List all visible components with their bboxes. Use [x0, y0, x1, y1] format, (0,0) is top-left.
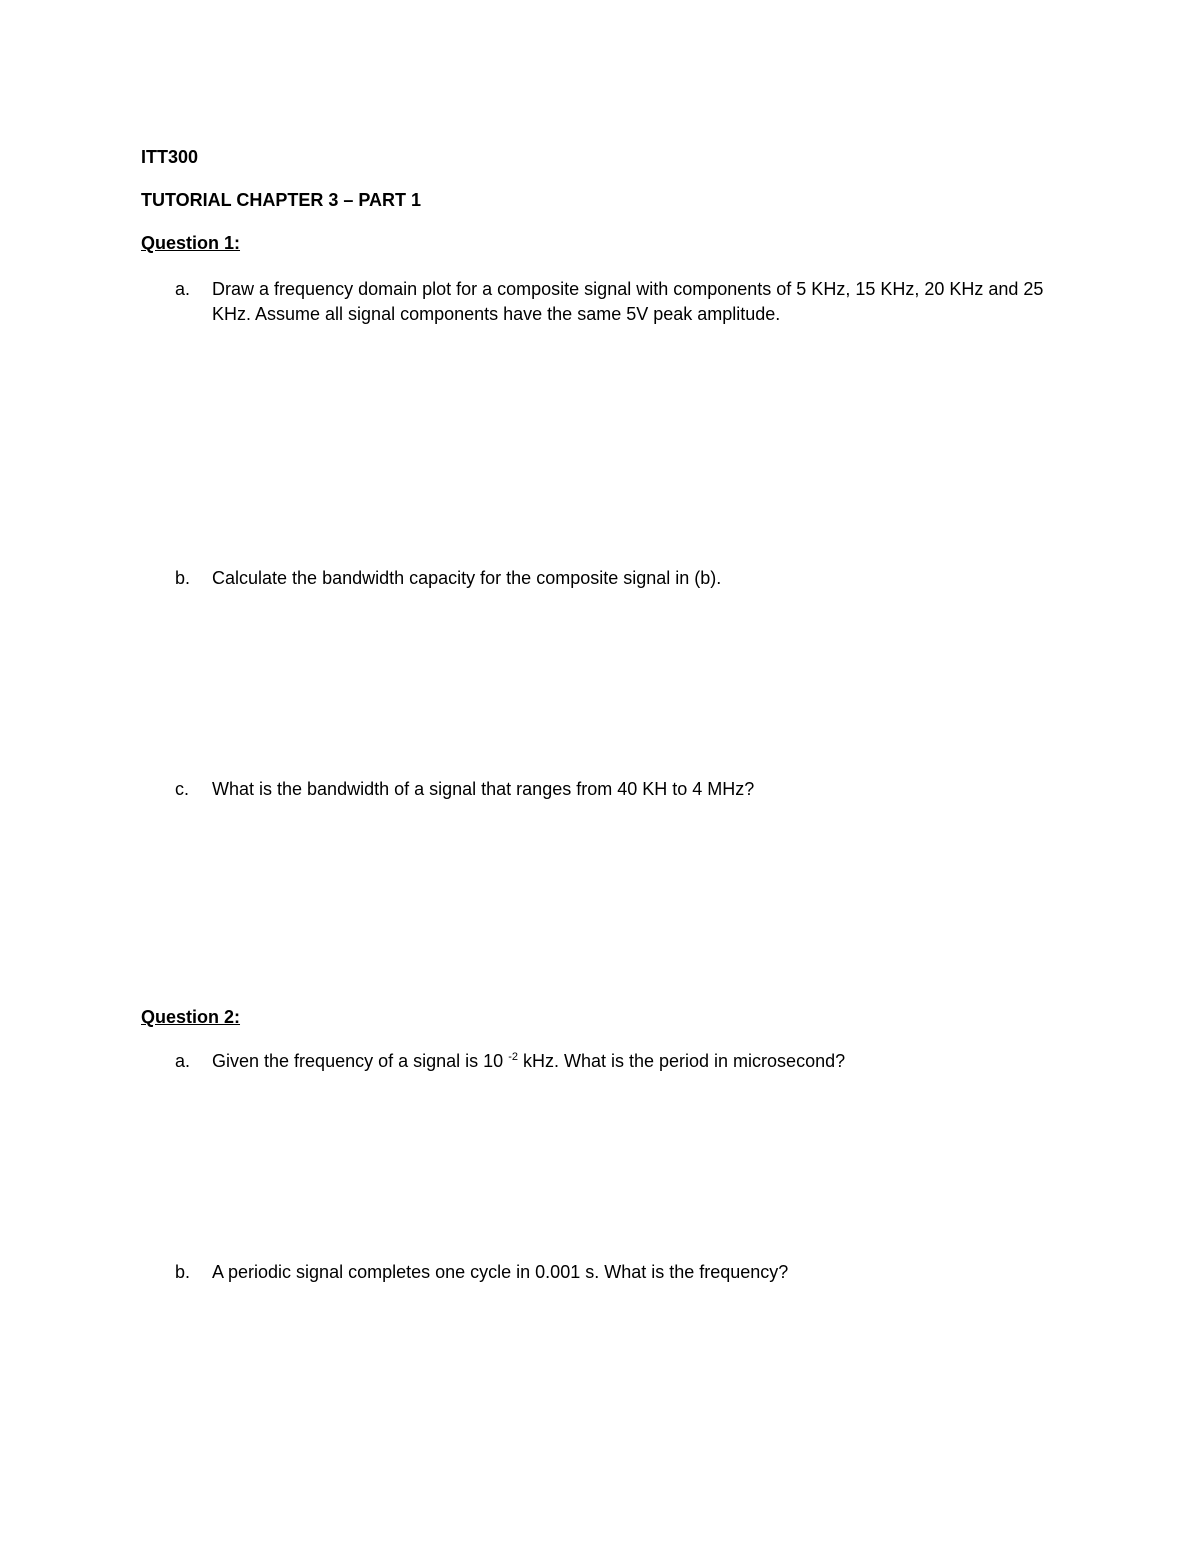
question-1-heading: Question 1: [141, 233, 241, 253]
question-2-heading: Question 2: [141, 1007, 241, 1027]
item-text: Calculate the bandwidth capacity for the composite signal in (b). [212, 568, 722, 588]
exponent: -2 [508, 1051, 518, 1063]
item-marker: a. [175, 1051, 191, 1071]
item-text-after: kHz. What is the period in microsecond? [517, 1051, 846, 1071]
item-text-before: Given the frequency of a signal is 10 [212, 1051, 509, 1071]
item-text: A periodic signal completes one cycle in 0.001 s. What is the frequency? [212, 1262, 789, 1282]
item-text [212, 1049, 1072, 1074]
page-title: TUTORIAL CHAPTER 3 – PART 1 [141, 190, 422, 210]
item-text: What is the bandwidth of a signal that ranges from 40 KH to 4 MHz? [212, 779, 755, 799]
item-marker: a. [175, 279, 191, 299]
item-marker: c. [175, 779, 190, 799]
item-text: Draw a frequency domain plot for a composite signal with components of 5 KHz, 15 KHz, 20 KHz and 25 KHz. Assume all signal components have the same 5V peak amplitude. [212, 279, 1044, 324]
item-marker: b. [175, 568, 191, 588]
course-code: ITT300 [141, 147, 199, 167]
item-marker: b. [175, 1262, 191, 1282]
